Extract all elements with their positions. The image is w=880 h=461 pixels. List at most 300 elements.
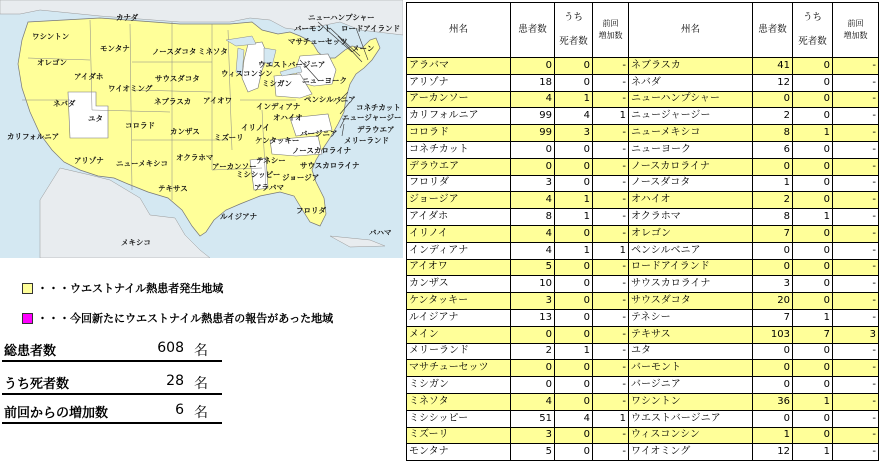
cell-patients-right: 8 bbox=[753, 209, 793, 226]
cell-state-left: ミシガン bbox=[407, 377, 511, 394]
header-patients-right: 患者数 bbox=[753, 3, 793, 58]
cell-state-right: ニューヨーク bbox=[629, 141, 753, 158]
cell-patients-right: 1 bbox=[753, 175, 793, 192]
table-row bbox=[407, 225, 879, 242]
cell-increase-left: - bbox=[593, 158, 629, 175]
cell-increase-left: - bbox=[593, 209, 629, 226]
total-patients-row bbox=[2, 336, 222, 362]
map-label-maryland: メリーランド bbox=[344, 136, 389, 145]
header-patients-left: 患者数 bbox=[511, 3, 555, 58]
cell-state-left: カンザス bbox=[407, 276, 511, 293]
cell-increase-right: - bbox=[833, 74, 879, 91]
cell-state-left: モンタナ bbox=[407, 444, 511, 461]
table-row bbox=[407, 242, 879, 259]
cell-increase-left: 1 bbox=[593, 410, 629, 427]
map-label-minnesota: ミネソタ bbox=[198, 47, 228, 56]
cell-increase-right: - bbox=[833, 360, 879, 377]
cell-patients-left: 18 bbox=[511, 74, 555, 91]
cell-patients-right: 0 bbox=[753, 91, 793, 108]
table-row bbox=[407, 360, 879, 377]
cell-patients-left: 2 bbox=[511, 343, 555, 360]
cell-increase-right: - bbox=[833, 209, 879, 226]
table-row bbox=[407, 175, 879, 192]
cell-state-right: テキサス bbox=[629, 326, 753, 343]
header-deaths-bottom: 死者数 bbox=[798, 36, 827, 47]
cell-increase-left: - bbox=[593, 141, 629, 158]
cell-state-right: オクラホマ bbox=[629, 209, 753, 226]
cell-state-left: カリフォルニア bbox=[407, 108, 511, 125]
map-label-vermont: バーモント bbox=[294, 24, 332, 33]
cell-deaths-left: 0 bbox=[555, 158, 593, 175]
map-label-iowa: アイオワ bbox=[203, 96, 233, 105]
header-increase-right bbox=[833, 3, 879, 58]
cell-increase-right: 3 bbox=[833, 326, 879, 343]
map-label-maine: メーン bbox=[352, 44, 375, 53]
cell-state-right: ネブラスカ bbox=[629, 58, 753, 75]
cell-patients-left: 5 bbox=[511, 444, 555, 461]
cell-state-right: ウエストバージニア bbox=[629, 410, 753, 427]
map-label-kansas: カンザス bbox=[170, 127, 200, 136]
cell-increase-left: - bbox=[593, 293, 629, 310]
cell-state-left: イリノイ bbox=[407, 225, 511, 242]
cell-deaths-left: 1 bbox=[555, 192, 593, 209]
cell-deaths-right: 0 bbox=[793, 74, 833, 91]
cell-deaths-left: 0 bbox=[555, 175, 593, 192]
cell-deaths-right: 0 bbox=[793, 242, 833, 259]
map-label-alabama: アラバマ bbox=[254, 183, 284, 192]
map-label-virginia: バージニア bbox=[300, 129, 338, 138]
cell-deaths-left: 0 bbox=[555, 377, 593, 394]
map-label-mexico: メキシコ bbox=[121, 238, 151, 247]
cell-deaths-left: 4 bbox=[555, 108, 593, 125]
cell-state-left: ルイジアナ bbox=[407, 309, 511, 326]
cell-deaths-left: 4 bbox=[555, 410, 593, 427]
cell-state-left: ミネソタ bbox=[407, 393, 511, 410]
map-label-new-hampshire: ニューハンプシャー bbox=[308, 13, 375, 22]
header-deaths-top: うち bbox=[802, 12, 822, 23]
map-label-florida: フロリダ bbox=[296, 206, 326, 215]
cell-state-right: サウスダコタ bbox=[629, 293, 753, 310]
table-row bbox=[407, 58, 879, 75]
cell-increase-left: 1 bbox=[593, 108, 629, 125]
table-body bbox=[407, 58, 879, 461]
cell-state-left: コロラド bbox=[407, 125, 511, 142]
cell-deaths-left: 0 bbox=[555, 141, 593, 158]
map-label-wyoming: ワイオミング bbox=[108, 84, 153, 93]
table-row bbox=[407, 125, 879, 142]
cell-patients-right: 0 bbox=[753, 158, 793, 175]
cell-increase-left: - bbox=[593, 225, 629, 242]
cell-increase-right: - bbox=[833, 259, 879, 276]
cell-patients-right: 2 bbox=[753, 192, 793, 209]
cell-increase-left: - bbox=[593, 58, 629, 75]
cell-deaths-left: 1 bbox=[555, 91, 593, 108]
cell-state-left: インディアナ bbox=[407, 242, 511, 259]
cell-state-right: ニュージャージー bbox=[629, 108, 753, 125]
cell-deaths-left: 0 bbox=[555, 444, 593, 461]
cell-state-right: ネバダ bbox=[629, 74, 753, 91]
header-state-right: 州名 bbox=[629, 3, 753, 58]
map-label-illinois: イリノイ bbox=[241, 123, 271, 132]
cell-increase-right: - bbox=[833, 125, 879, 142]
total-increase-unit: 名 bbox=[194, 405, 208, 421]
cell-deaths-right: 0 bbox=[793, 58, 833, 75]
cell-deaths-right: 0 bbox=[793, 377, 833, 394]
cell-state-right: ノースダコタ bbox=[629, 175, 753, 192]
cell-deaths-right: 1 bbox=[793, 309, 833, 326]
cell-state-right: テネシー bbox=[629, 309, 753, 326]
map-label-utah: ユタ bbox=[88, 114, 103, 123]
cell-deaths-right: 1 bbox=[793, 444, 833, 461]
header-state-left: 州名 bbox=[407, 3, 511, 58]
cell-state-left: ミズーリ bbox=[407, 427, 511, 444]
map-label-tennessee: テネシー bbox=[256, 156, 286, 165]
cell-increase-left: - bbox=[593, 276, 629, 293]
cell-patients-left: 4 bbox=[511, 225, 555, 242]
cell-increase-left: - bbox=[593, 309, 629, 326]
table-row bbox=[407, 141, 879, 158]
table-row bbox=[407, 377, 879, 394]
map-label-texas: テキサス bbox=[158, 184, 188, 193]
cell-patients-left: 0 bbox=[511, 360, 555, 377]
cell-deaths-right: 0 bbox=[793, 175, 833, 192]
cell-patients-left: 99 bbox=[511, 108, 555, 125]
cell-increase-right: - bbox=[833, 225, 879, 242]
cell-deaths-left: 1 bbox=[555, 209, 593, 226]
map-label-new-jersey: ニュージャージー bbox=[342, 113, 402, 122]
header-increase-left bbox=[593, 3, 629, 58]
total-deaths-row bbox=[2, 369, 222, 395]
map-label-wisconsin: ウィスコンシン bbox=[221, 69, 273, 78]
cell-patients-right: 20 bbox=[753, 293, 793, 310]
cell-patients-right: 7 bbox=[753, 225, 793, 242]
cell-patients-right: 2 bbox=[753, 108, 793, 125]
table-header-row bbox=[407, 3, 879, 58]
cell-patients-right: 3 bbox=[753, 276, 793, 293]
cell-patients-left: 10 bbox=[511, 276, 555, 293]
map-label-west-virginia: ウエストバージニア bbox=[258, 60, 326, 69]
cell-increase-left: - bbox=[593, 343, 629, 360]
legend-swatch-magenta bbox=[22, 313, 33, 324]
map-label-washington: ワシントン bbox=[32, 32, 70, 41]
cell-increase-right: - bbox=[833, 91, 879, 108]
map-label-delaware: デラウエア bbox=[357, 125, 395, 134]
cell-increase-right: - bbox=[833, 393, 879, 410]
cell-increase-right: - bbox=[833, 158, 879, 175]
table-row bbox=[407, 91, 879, 108]
cell-increase-right: - bbox=[833, 293, 879, 310]
cell-deaths-left: 1 bbox=[555, 343, 593, 360]
map-label-arizona: アリゾナ bbox=[74, 156, 104, 165]
cell-patients-left: 5 bbox=[511, 259, 555, 276]
table-row bbox=[407, 192, 879, 209]
header-increase-top: 前回 bbox=[602, 19, 619, 28]
cell-patients-left: 3 bbox=[511, 175, 555, 192]
cell-increase-left: - bbox=[593, 427, 629, 444]
cell-deaths-right: 0 bbox=[793, 276, 833, 293]
cell-patients-right: 36 bbox=[753, 393, 793, 410]
cell-deaths-left: 0 bbox=[555, 293, 593, 310]
map-label-louisiana: ルイジアナ bbox=[220, 212, 258, 221]
cell-deaths-right: 7 bbox=[793, 326, 833, 343]
cell-state-right: ペンシルベニア bbox=[629, 242, 753, 259]
map-label-montana: モンタナ bbox=[100, 44, 130, 53]
cell-state-right: バーモント bbox=[629, 360, 753, 377]
cell-patients-left: 4 bbox=[511, 242, 555, 259]
map-label-new-york: ニューヨーク bbox=[302, 76, 347, 85]
cell-deaths-right: 0 bbox=[793, 343, 833, 360]
legend-item-new-report bbox=[22, 311, 333, 325]
cell-state-right: ニューハンプシャー bbox=[629, 91, 753, 108]
state-table-container bbox=[406, 2, 878, 461]
table-row bbox=[407, 393, 879, 410]
cell-patients-left: 0 bbox=[511, 377, 555, 394]
cell-state-left: メイン bbox=[407, 326, 511, 343]
map-label-canada: カナダ bbox=[116, 13, 139, 22]
cell-deaths-right: 0 bbox=[793, 293, 833, 310]
cell-deaths-left: 1 bbox=[555, 242, 593, 259]
cell-state-right: バージニア bbox=[629, 377, 753, 394]
map-label-michigan: ミシガン bbox=[262, 79, 292, 88]
cell-deaths-left: 0 bbox=[555, 427, 593, 444]
cell-patients-left: 0 bbox=[511, 158, 555, 175]
cell-patients-right: 0 bbox=[753, 360, 793, 377]
map-label-kentucky: ケンタッキー bbox=[255, 136, 300, 145]
cell-patients-right: 1 bbox=[753, 427, 793, 444]
map-label-georgia: ジョージア bbox=[282, 173, 320, 182]
cell-deaths-right: 1 bbox=[793, 209, 833, 226]
header-deaths-top: うち bbox=[563, 12, 583, 23]
total-patients-label: 総患者数 bbox=[4, 344, 57, 359]
map-label-new-mexico: ニューメキシコ bbox=[116, 159, 169, 168]
cell-increase-left: - bbox=[593, 326, 629, 343]
table-row bbox=[407, 427, 879, 444]
total-increase-label: 前回からの増加数 bbox=[4, 406, 109, 421]
table-row bbox=[407, 108, 879, 125]
cell-deaths-right: 0 bbox=[793, 91, 833, 108]
table-row bbox=[407, 444, 879, 461]
cell-deaths-right: 0 bbox=[793, 360, 833, 377]
cell-patients-right: 12 bbox=[753, 444, 793, 461]
cell-deaths-right: 0 bbox=[793, 427, 833, 444]
map-label-missouri: ミズーリ bbox=[214, 133, 244, 142]
cell-deaths-left: 0 bbox=[555, 326, 593, 343]
cell-state-left: コネチカット bbox=[407, 141, 511, 158]
cell-patients-right: 0 bbox=[753, 242, 793, 259]
cell-state-left: アーカンソー bbox=[407, 91, 511, 108]
table-row bbox=[407, 209, 879, 226]
cell-increase-right: - bbox=[833, 410, 879, 427]
cell-state-right: ウィスコンシン bbox=[629, 427, 753, 444]
table-row bbox=[407, 74, 879, 91]
cell-increase-left: - bbox=[593, 192, 629, 209]
cell-increase-left: - bbox=[593, 377, 629, 394]
total-deaths-unit: 名 bbox=[194, 376, 208, 392]
total-patients-value: 608 bbox=[157, 340, 184, 356]
cell-state-right: ノースカロライナ bbox=[629, 158, 753, 175]
cell-deaths-left: 0 bbox=[555, 393, 593, 410]
map-label-oklahoma: オクラホマ bbox=[176, 153, 214, 162]
state-table bbox=[406, 2, 879, 461]
cell-increase-left: - bbox=[593, 74, 629, 91]
cell-state-left: アラバマ bbox=[407, 58, 511, 75]
table-row bbox=[407, 158, 879, 175]
map-label-bahamas: バハマ bbox=[369, 228, 392, 237]
total-patients-unit: 名 bbox=[194, 343, 208, 359]
cell-patients-right: 0 bbox=[753, 259, 793, 276]
map-label-idaho: アイダホ bbox=[74, 72, 104, 81]
cell-patients-left: 0 bbox=[511, 326, 555, 343]
cell-deaths-right: 0 bbox=[793, 141, 833, 158]
cell-increase-left: - bbox=[593, 393, 629, 410]
cell-state-left: ジョージア bbox=[407, 192, 511, 209]
cell-patients-right: 7 bbox=[753, 309, 793, 326]
cell-patients-right: 0 bbox=[753, 377, 793, 394]
map-label-california: カリフォルニア bbox=[7, 132, 60, 141]
header-increase-bottom: 増加数 bbox=[843, 31, 868, 40]
cell-state-left: メリーランド bbox=[407, 343, 511, 360]
cell-deaths-left: 3 bbox=[555, 125, 593, 142]
cell-deaths-left: 0 bbox=[555, 74, 593, 91]
map-label-colorado: コロラド bbox=[125, 121, 155, 130]
cell-state-right: ニューメキシコ bbox=[629, 125, 753, 142]
cell-increase-left: - bbox=[593, 360, 629, 377]
cell-deaths-right: 1 bbox=[793, 393, 833, 410]
cell-deaths-right: 0 bbox=[793, 108, 833, 125]
cell-deaths-right: 0 bbox=[793, 192, 833, 209]
map-label-ohio: オハイオ bbox=[273, 113, 303, 122]
cell-state-right: ロードアイランド bbox=[629, 259, 753, 276]
cell-state-right: ユタ bbox=[629, 343, 753, 360]
map-label-oregon: オレゴン bbox=[37, 58, 67, 67]
cell-increase-right: - bbox=[833, 309, 879, 326]
cell-patients-left: 0 bbox=[511, 141, 555, 158]
cell-state-right: サウスカロライナ bbox=[629, 276, 753, 293]
total-deaths-value: 28 bbox=[166, 373, 184, 389]
header-deaths-bottom: 死者数 bbox=[559, 36, 588, 47]
table-row bbox=[407, 410, 879, 427]
cell-patients-right: 0 bbox=[753, 410, 793, 427]
cell-state-left: アイオワ bbox=[407, 259, 511, 276]
cell-patients-left: 13 bbox=[511, 309, 555, 326]
cell-state-right: オレゴン bbox=[629, 225, 753, 242]
cell-deaths-right: 0 bbox=[793, 158, 833, 175]
cell-increase-right: - bbox=[833, 192, 879, 209]
cell-state-left: ケンタッキー bbox=[407, 293, 511, 310]
total-increase-value: 6 bbox=[175, 402, 184, 418]
cell-increase-left: - bbox=[593, 91, 629, 108]
cell-increase-right: - bbox=[833, 427, 879, 444]
cell-deaths-left: 0 bbox=[555, 58, 593, 75]
total-deaths-label: うち死者数 bbox=[4, 377, 70, 392]
table-row bbox=[407, 293, 879, 310]
cell-patients-left: 8 bbox=[511, 209, 555, 226]
cell-increase-right: - bbox=[833, 141, 879, 158]
cell-increase-right: - bbox=[833, 377, 879, 394]
map-label-arkansas: アーカンソー bbox=[212, 162, 257, 171]
table-row bbox=[407, 276, 879, 293]
map-label-south-carolina: サウスカロライナ bbox=[300, 161, 360, 170]
cell-patients-right: 103 bbox=[753, 326, 793, 343]
header-increase-bottom: 増加数 bbox=[598, 31, 623, 40]
cell-increase-left: - bbox=[593, 259, 629, 276]
cell-patients-left: 3 bbox=[511, 427, 555, 444]
table-row bbox=[407, 326, 879, 343]
cell-increase-right: - bbox=[833, 276, 879, 293]
cell-patients-right: 41 bbox=[753, 58, 793, 75]
map-label-north-carolina: ノースカロライナ bbox=[292, 146, 352, 155]
cell-increase-right: - bbox=[833, 242, 879, 259]
map-label-rhode-island: ロードアイランド bbox=[341, 24, 401, 33]
cell-increase-right: - bbox=[833, 343, 879, 360]
cell-patients-left: 99 bbox=[511, 125, 555, 142]
map-label-indiana: インディアナ bbox=[256, 102, 301, 111]
cell-state-left: アリゾナ bbox=[407, 74, 511, 91]
cell-patients-left: 4 bbox=[511, 91, 555, 108]
cell-deaths-left: 0 bbox=[555, 225, 593, 242]
cell-increase-right: - bbox=[833, 58, 879, 75]
map-label-mississippi: ミシシッピー bbox=[236, 170, 281, 179]
map-label-connecticut: コネチカット bbox=[356, 103, 401, 112]
cell-state-left: アイダホ bbox=[407, 209, 511, 226]
map-label-north-dakota: ノースダコタ bbox=[152, 47, 197, 56]
cell-deaths-right: 0 bbox=[793, 259, 833, 276]
us-map bbox=[0, 0, 403, 258]
map-label-massachusetts: マサチューセッツ bbox=[288, 37, 348, 46]
cell-patients-left: 3 bbox=[511, 293, 555, 310]
cell-deaths-right: 0 bbox=[793, 410, 833, 427]
header-deaths-right bbox=[793, 3, 833, 58]
cell-state-right: オハイオ bbox=[629, 192, 753, 209]
total-increase-row bbox=[2, 398, 222, 424]
table-row bbox=[407, 259, 879, 276]
cell-deaths-right: 0 bbox=[793, 225, 833, 242]
cell-increase-right: - bbox=[833, 175, 879, 192]
legend-label-outbreak: ・・・ウエストナイル熱患者発生地域 bbox=[37, 282, 224, 295]
cell-patients-left: 4 bbox=[511, 192, 555, 209]
cell-patients-left: 0 bbox=[511, 58, 555, 75]
legend-item-outbreak bbox=[22, 281, 223, 295]
cell-increase-left: 1 bbox=[593, 242, 629, 259]
map-label-south-dakota: サウスダコタ bbox=[155, 74, 200, 83]
cell-increase-left: - bbox=[593, 175, 629, 192]
cell-state-left: フロリダ bbox=[407, 175, 511, 192]
cell-patients-right: 0 bbox=[753, 343, 793, 360]
cell-patients-right: 6 bbox=[753, 141, 793, 158]
cell-increase-right: - bbox=[833, 108, 879, 125]
cell-patients-right: 12 bbox=[753, 74, 793, 91]
map-label-nevada: ネバダ bbox=[53, 99, 76, 108]
cell-deaths-right: 1 bbox=[793, 125, 833, 142]
cell-increase-right: - bbox=[833, 444, 879, 461]
cell-deaths-left: 0 bbox=[555, 360, 593, 377]
map-label-nebraska: ネブラスカ bbox=[154, 97, 192, 106]
cell-state-left: デラウエア bbox=[407, 158, 511, 175]
cell-patients-left: 4 bbox=[511, 393, 555, 410]
cell-state-left: マサチューセッツ bbox=[407, 360, 511, 377]
cell-increase-left: - bbox=[593, 444, 629, 461]
cell-deaths-left: 0 bbox=[555, 276, 593, 293]
cell-state-left: ミシシッピー bbox=[407, 410, 511, 427]
map-label-pennsylvania: ペンシルバニア bbox=[304, 95, 356, 104]
cell-state-right: ワイオミング bbox=[629, 444, 753, 461]
table-row bbox=[407, 309, 879, 326]
header-increase-top: 前回 bbox=[847, 19, 864, 28]
cell-patients-right: 8 bbox=[753, 125, 793, 142]
cell-state-right: ワシントン bbox=[629, 393, 753, 410]
legend-swatch-yellow bbox=[22, 283, 33, 294]
header-deaths-left bbox=[555, 3, 593, 58]
